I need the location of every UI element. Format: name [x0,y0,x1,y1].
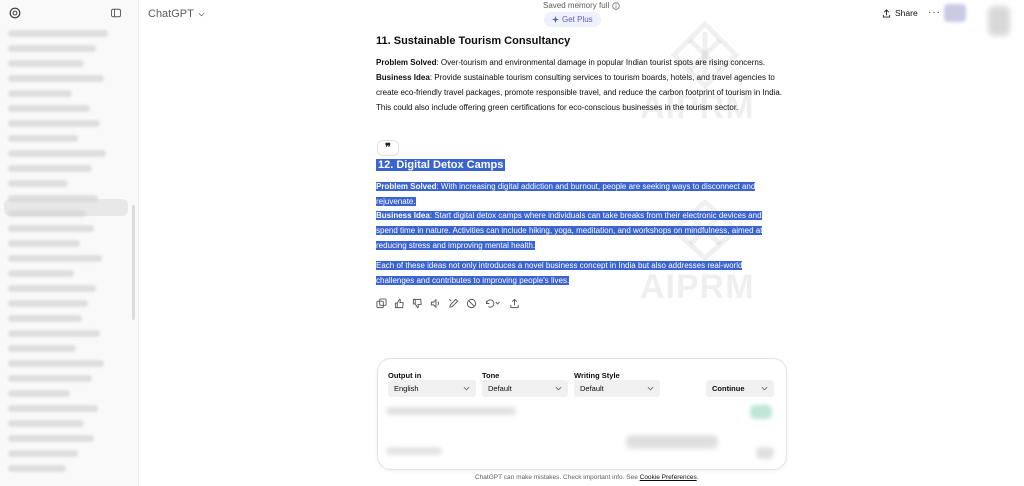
section-12-idea [376,208,782,253]
model-name: ChatGPT [148,8,194,20]
section-12-title [376,158,505,173]
openai-logo-icon[interactable] [8,6,24,22]
sidebar-history-item[interactable] [8,150,106,157]
share-button[interactable] [882,8,918,18]
idea-text-12: : Start digital detox camps where individuals can take breaks from their electronic devices and spend time in nature. Activities can include hiking, yoga, meditation, and workshops on mindfulness, aimed at reducing stress and improving mental health. [376,211,763,250]
sidebar-history-item[interactable] [8,450,78,457]
memory-text: Saved memory full [543,1,610,10]
output-language-select[interactable] [388,380,476,397]
section-11-problem [376,55,786,70]
info-icon[interactable] [612,2,620,10]
sidebar-scrollbar[interactable] [132,205,135,320]
sidebar-history-item[interactable] [8,315,82,322]
send-button[interactable] [750,405,772,419]
footer-end: . [696,474,699,481]
composer-options[interactable] [626,435,718,449]
idea-label-12: Business Idea [376,211,430,220]
output-value: English [394,384,419,393]
composer [377,358,787,470]
problem-label: Problem Solved [376,58,437,67]
sidebar-history-item[interactable] [8,240,80,247]
style-value: Default [580,384,604,393]
sidebar-history-item[interactable] [8,30,108,37]
cookie-preferences-link[interactable]: Cookie Preferences [639,474,697,481]
sidebar-history-item[interactable] [8,210,86,217]
sidebar-history-item[interactable] [8,270,74,277]
sidebar-history-item[interactable] [8,285,96,292]
sidebar-history-item[interactable] [8,390,70,397]
read-aloud-icon[interactable] [430,298,441,309]
sidebar-history-item[interactable] [8,300,88,307]
sidebar [0,0,139,486]
sidebar-history-item[interactable] [8,195,98,202]
more-icon: ··· [928,7,941,18]
copy-icon[interactable] [376,298,387,309]
footer-disclaimer [475,474,699,481]
more-options-button[interactable] [928,7,941,18]
message-actions [376,298,520,309]
assistant-message [376,34,786,115]
writing-style-label: Writing Style [574,371,620,380]
composer-tools[interactable] [386,447,442,455]
section-12-title-text: 12. Digital Detox Camps [378,159,504,171]
chevron-down-icon [761,385,768,392]
sidebar-history-item[interactable] [8,360,104,367]
sidebar-history-item[interactable] [8,165,92,172]
sidebar-history-item[interactable] [8,180,68,187]
voice-button[interactable] [756,447,774,459]
edit-icon[interactable] [448,298,459,309]
section-11-title: 11. Sustainable Tourism Consultancy [376,35,571,47]
get-plus-label: Get Plus [562,15,593,24]
section-11-idea [376,70,786,115]
avatar[interactable] [944,4,966,22]
sidebar-history-item[interactable] [8,375,92,382]
chevron-down-icon [198,11,205,18]
upload-share-icon[interactable] [509,298,520,309]
writing-style-select[interactable] [574,380,660,397]
sidebar-history-item[interactable] [8,105,90,112]
tone-label: Tone [482,371,500,380]
watermark-text-2: AIPRM [640,268,755,306]
continue-button[interactable] [706,380,774,397]
sidebar-history-item[interactable] [8,120,100,127]
sidebar-history-item[interactable] [8,90,72,97]
tone-value: Default [488,384,512,393]
sidebar-history-item[interactable] [8,345,76,352]
sidebar-top [0,6,138,26]
thumbs-down-icon[interactable] [412,298,423,309]
sidebar-history-item[interactable] [8,225,94,232]
idea-text: : Provide sustainable tourism consulting services to tourism boards, hotels, and travel agencies to create eco-friendly travel packages, promote responsible travel, and reduce the carbon footprint of tourism in India. This could also include offering green certifications for eco-conscious businesses in the tourism sector. [376,73,782,112]
problem-label-12: Problem Solved [376,182,437,191]
sidebar-history-item[interactable] [8,420,84,427]
footer-text: ChatGPT can make mistakes. Check important info. See [475,474,640,481]
share-icon [882,9,891,18]
sidebar-history-item[interactable] [8,45,96,52]
get-plus-button[interactable] [544,12,601,27]
chevron-down-icon [647,385,654,392]
sidebar-history-item[interactable] [8,75,104,82]
model-selector[interactable] [148,8,205,20]
watermark-text-1: AIPRM [640,88,755,126]
sidebar-history-item[interactable] [8,60,84,67]
regenerate-icon[interactable] [484,298,502,309]
chevron-down-icon [463,385,470,392]
memory-status [543,1,620,10]
closing-text: Each of these ideas not only introduces a novel business concept in India but also addresses real-world challenges and contributes to improving people's lives. [376,261,743,285]
problem-text: : Over-tourism and environmental damage in popular Indian tourist spots are rising concerns. [436,58,766,67]
tone-select[interactable] [482,380,568,397]
toggle-sidebar-icon[interactable] [110,6,126,22]
chevron-down-icon [555,385,562,392]
thumbs-up-icon[interactable] [394,298,405,309]
continue-label: Continue [712,384,745,393]
section-12-problem [376,179,782,209]
sidebar-history-item[interactable] [8,255,102,262]
share-label: Share [895,8,918,18]
quote-icon[interactable]: ❞ [377,140,399,156]
prompt-input[interactable] [386,407,516,415]
sidebar-history-item[interactable] [8,330,100,337]
hide-icon[interactable] [466,298,477,309]
problem-text-12: : With increasing digital addiction and burnout, people are seeking ways to disconnect and rejuvenate. [376,182,756,206]
sidebar-history-item[interactable] [8,405,98,412]
idea-label: Business Idea [376,73,430,82]
sidebar-history-item[interactable] [8,465,66,472]
aiprm-widget[interactable] [988,6,1010,36]
closing-paragraph [376,258,782,288]
output-label: Output in [388,371,422,380]
sparkle-icon [552,16,559,23]
sidebar-history-item[interactable] [8,135,78,142]
sidebar-history-item[interactable] [8,435,94,442]
